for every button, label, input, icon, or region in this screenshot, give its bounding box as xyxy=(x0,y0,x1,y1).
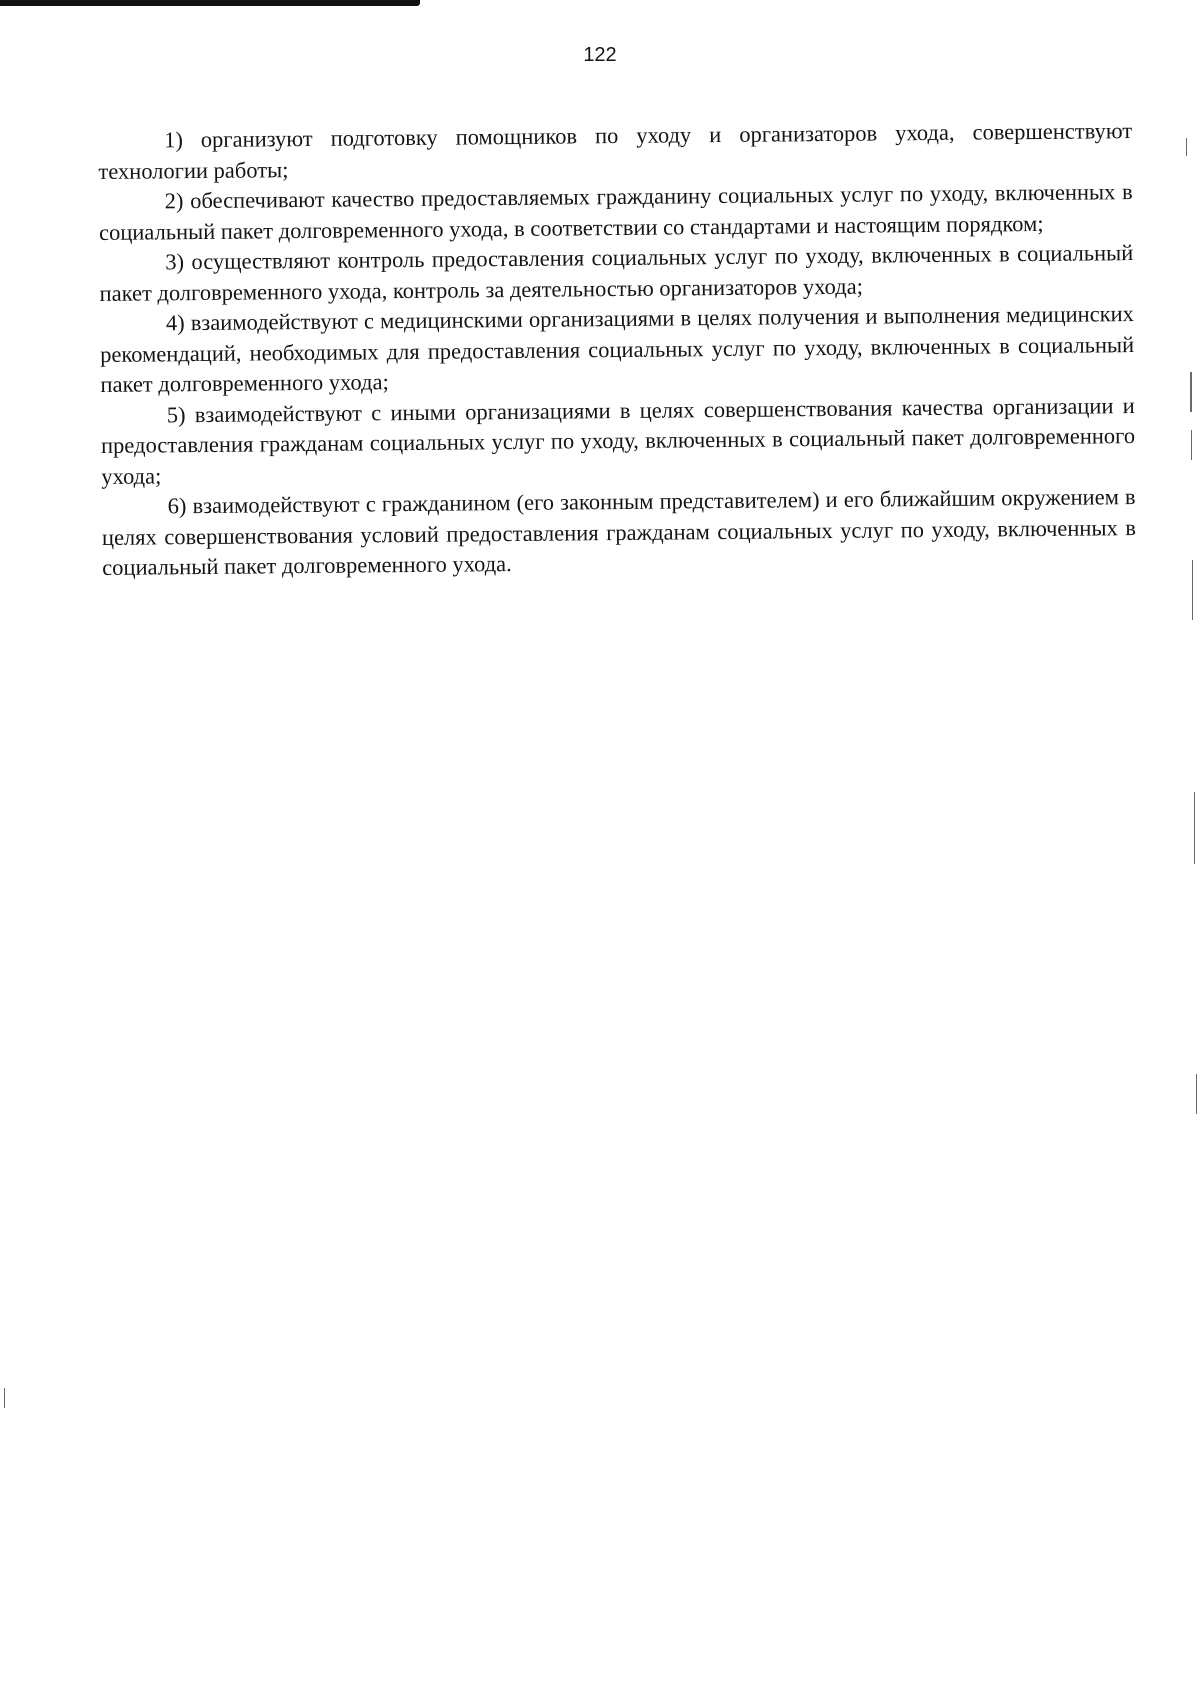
scan-artifact-mark xyxy=(4,1388,5,1408)
scan-artifact-mark xyxy=(1191,430,1192,460)
scan-artifact-mark xyxy=(1190,372,1192,412)
list-item-1: 1) организуют подготовку помощников по уходу и организаторов ухода, совершенствуют технологии работы; xyxy=(98,118,1133,184)
document-body xyxy=(98,116,1136,583)
scan-artifact-mark xyxy=(1196,1074,1197,1114)
list-item-4: 4) взаимодействуют с медицинскими организациями в целях получения и выполнения медицинских рекомендаций, необходимых для предоставления социальных услуг по уходу, включенных в социальный пакет долговременного ухода; xyxy=(100,301,1135,397)
scan-artifact-mark xyxy=(1186,138,1187,156)
scan-artifact-mark xyxy=(1192,560,1193,620)
list-item-5: 5) взаимодействуют с иными организациями в целях совершенствования качества организации и предоставления гражданам социальных услуг по уходу, включенных в социальный пакет долговременного ухода; xyxy=(100,392,1136,489)
list-item-3: 3) осуществляют контроль предоставления социальных услуг по уходу, включенных в социальный пакет долговременного ухода, контроль за деятельностью организаторов ухода; xyxy=(99,240,1134,306)
scan-edge-bar xyxy=(0,0,420,6)
list-item-2: 2) обеспечивают качество предоставляемых гражданину социальных услуг по уходу, включенных в социальный пакет долговременного ухода, в соответствии со стандартами и настоящим порядком; xyxy=(98,179,1133,245)
list-item-6: 6) взаимодействуют с гражданином (его законным представителем) и его ближайшим окружением в целях совершенствования условий предоставления гражданам социальных услуг по уходу, включенных в социальный пакет долговременного ухода. xyxy=(101,484,1137,580)
scan-artifact-mark xyxy=(1194,792,1195,864)
page-number: 122 xyxy=(583,44,617,66)
